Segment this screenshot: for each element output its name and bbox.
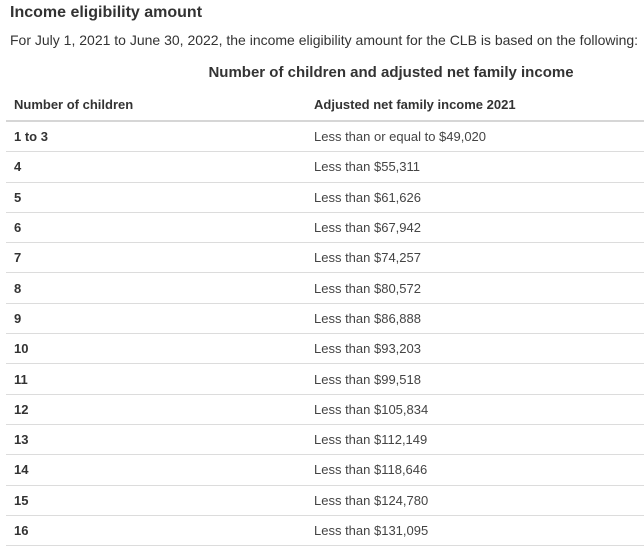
children-count-cell: 4 — [6, 152, 306, 182]
income-threshold-cell: Less than or equal to $49,020 — [306, 121, 644, 152]
table-caption: Number of children and adjusted net family income — [208, 64, 574, 81]
table-row — [6, 334, 644, 364]
income-eligibility-table — [6, 89, 644, 546]
children-count-cell: 7 — [6, 243, 306, 273]
income-threshold-cell: Less than $74,257 — [306, 243, 644, 273]
table-row — [6, 152, 644, 182]
children-count-cell: 16 — [6, 515, 306, 545]
column-header-children: Number of children — [6, 89, 306, 121]
children-count-cell: 12 — [6, 394, 306, 424]
column-header-income: Adjusted net family income 2021 — [306, 89, 644, 121]
table-row — [6, 364, 644, 394]
children-count-cell: 8 — [6, 273, 306, 303]
income-threshold-cell: Less than $105,834 — [306, 394, 644, 424]
income-threshold-cell: Less than $118,646 — [306, 455, 644, 485]
children-count-cell: 9 — [6, 303, 306, 333]
children-count-cell: 14 — [6, 455, 306, 485]
income-threshold-cell: Less than $93,203 — [306, 334, 644, 364]
table-row — [6, 212, 644, 242]
children-count-cell: 10 — [6, 334, 306, 364]
table-row — [6, 394, 644, 424]
children-count-cell: 5 — [6, 182, 306, 212]
income-threshold-cell: Less than $61,626 — [306, 182, 644, 212]
table-row — [6, 121, 644, 152]
income-threshold-cell: Less than $80,572 — [306, 273, 644, 303]
table-row — [6, 424, 644, 454]
income-threshold-cell: Less than $86,888 — [306, 303, 644, 333]
table-row — [6, 515, 644, 545]
income-threshold-cell: Less than $124,780 — [306, 485, 644, 515]
table-row — [6, 273, 644, 303]
children-count-cell: 1 to 3 — [6, 121, 306, 152]
income-threshold-cell: Less than $99,518 — [306, 364, 644, 394]
table-header-row — [6, 89, 644, 121]
intro-text: For July 1, 2021 to June 30, 2022, the income eligibility amount for the CLB is based on the following: — [10, 32, 639, 48]
children-count-cell: 15 — [6, 485, 306, 515]
children-count-cell: 11 — [6, 364, 306, 394]
income-threshold-cell: Less than $112,149 — [306, 424, 644, 454]
income-threshold-cell: Less than $131,095 — [306, 515, 644, 545]
section-heading: Income eligibility amount — [10, 4, 203, 21]
table-row — [6, 485, 644, 515]
income-threshold-cell: Less than $67,942 — [306, 212, 644, 242]
table-row — [6, 182, 644, 212]
children-count-cell: 6 — [6, 212, 306, 242]
children-count-cell: 13 — [6, 424, 306, 454]
income-threshold-cell: Less than $55,311 — [306, 152, 644, 182]
table-row — [6, 303, 644, 333]
table-row — [6, 455, 644, 485]
table-row — [6, 243, 644, 273]
